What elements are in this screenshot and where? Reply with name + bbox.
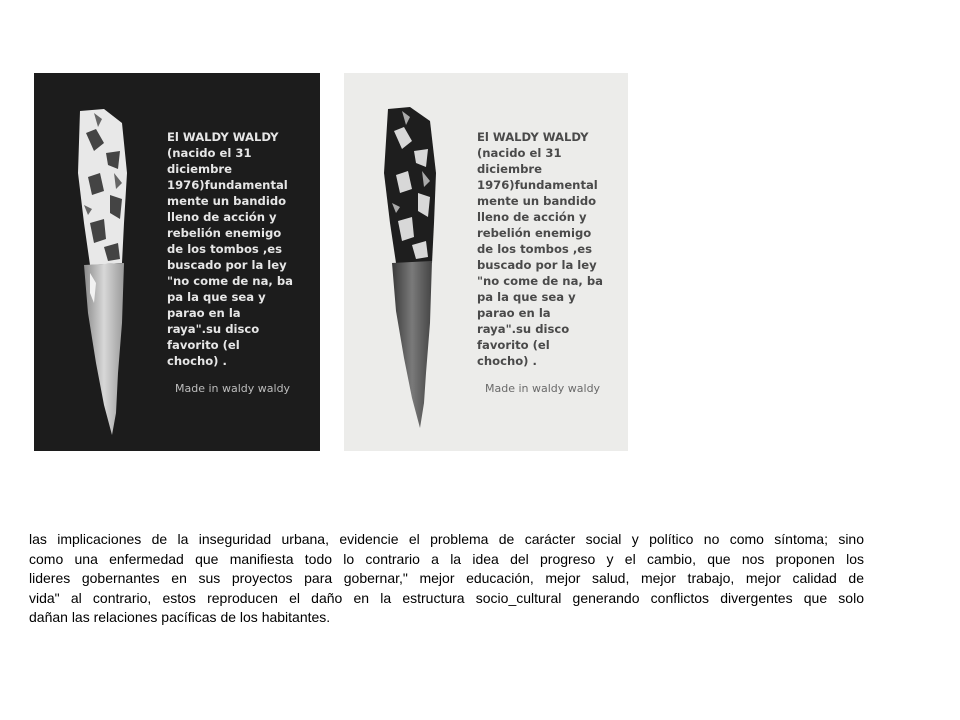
caption-line: buscado por la ley <box>167 258 287 272</box>
credit-text: Made in waldy waldy <box>485 382 601 395</box>
caption-line: "no come de na, ba <box>477 274 603 288</box>
caption-line: 1976)fundamental <box>167 178 288 192</box>
caption-line: chocho) . <box>167 354 227 368</box>
caption-line: pa la que sea y <box>167 290 266 304</box>
caption-line: lleno de acción y <box>167 210 277 224</box>
caption-line: El WALDY WALDY <box>477 130 589 144</box>
caption-line: diciembre <box>477 162 542 176</box>
caption-line: favorito (el <box>167 338 240 352</box>
paragraph-line: dañan las relaciones pacíficas de los habitantes. <box>29 609 331 626</box>
knife-caption <box>167 129 317 369</box>
knife-photo-dark <box>34 73 320 451</box>
caption-line: 1976)fundamental <box>477 178 598 192</box>
caption-line: lleno de acción y <box>477 210 587 224</box>
caption-line: El WALDY WALDY <box>167 130 279 144</box>
caption-line: favorito (el <box>477 338 550 352</box>
caption-line: rebelión enemigo <box>167 226 282 240</box>
knife-photo-light <box>344 73 628 451</box>
credit-text: Made in waldy waldy <box>175 382 291 395</box>
paragraph-line: vida" al contrario, estos reproducen el daño en la estructura socio_cultural generando conflictos divergentes que solo <box>29 589 864 606</box>
paragraph-line: como una enfermedad que manifiesta todo lo contrario a la idea del progreso y el cambio, que nos proponen los <box>29 550 864 567</box>
body-paragraph <box>29 530 864 628</box>
caption-line: diciembre <box>167 162 232 176</box>
caption-line: parao en la <box>477 306 551 320</box>
caption-line: (nacido el 31 <box>477 146 562 160</box>
caption-line: raya".su disco <box>477 322 570 336</box>
caption-line: rebelión enemigo <box>477 226 592 240</box>
paragraph-line: las implicaciones de la inseguridad urbana, evidencie el problema de carácter social y político no como síntoma; sino <box>29 531 864 547</box>
caption-line: pa la que sea y <box>477 290 576 304</box>
knife-caption <box>477 129 627 369</box>
caption-line: "no come de na, ba <box>167 274 293 288</box>
caption-line: buscado por la ley <box>477 258 597 272</box>
caption-line: mente un bandido <box>167 194 287 208</box>
caption-line: de los tombos ,es <box>167 242 283 256</box>
caption-line: de los tombos ,es <box>477 242 593 256</box>
paragraph-line: lideres gobernantes en sus proyectos para gobernar," mejor educación, mejor salud, mejor trabajo, mejor calidad de <box>29 570 864 587</box>
caption-line: raya".su disco <box>167 322 260 336</box>
caption-line: chocho) . <box>477 354 537 368</box>
caption-line: (nacido el 31 <box>167 146 252 160</box>
caption-line: parao en la <box>167 306 241 320</box>
caption-line: mente un bandido <box>477 194 597 208</box>
